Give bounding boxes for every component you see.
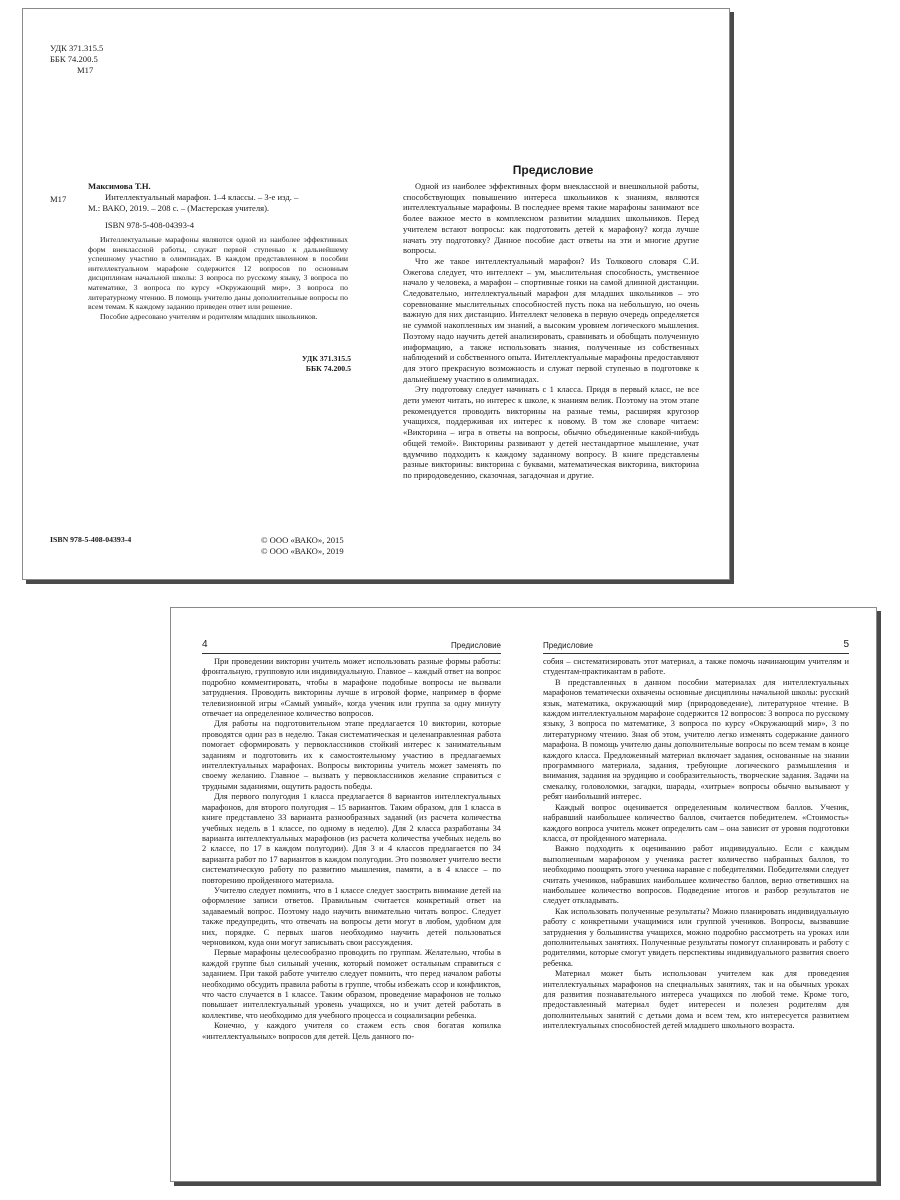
- m17-code-side: М17: [50, 194, 67, 204]
- running-head-right: Предисловие: [543, 641, 593, 650]
- preface-paragraph: Эту подготовку следует начинать с 1 класса. Придя в первый класс, не все дети умеют читать, но интерес к школе, к знаниям велик. Поэтому на этом этапе рекомендуется проводить викторины на разные темы, расширяя кругозор учащихся, поддерживая их интерес к новому. В том же словаре читаем: «Викторина – игра в ответы на вопросы, обычно объединенные какой-нибудь общей темой». Викторины развивают у детей нестандартное мышление, учат вдумчиво подходить к каждому заданному вопросу. В книге представлены разные викторины: викторина с буквами, математическая викторина, викторина по природоведению, сказочная, загадочная и другие.: [403, 384, 699, 480]
- page-paragraph: Для первого полугодия 1 класса предлагается 8 вариантов интеллектуальных марафонов, для второго полугодия – 15 вариантов. Таким образом, для 1 класса в книге представлено 33 варианта разнообразных заданий (из расчета количества учебных недель в 1 классе, по одному в неделю). Для 2 класса разработаны 34 варианта интеллектуальных марафонов (из расчета количества учебных недель во 2 классе, по 17 в каждом полугодии). Для 3 и 4 классов предлагается по 34 варианта работ по 17 вариантов в каждом полугодии. Это позволяет учителю вести систематическую работу по развитию мышления, памяти, а в 4 классе – по повторению пройденного материала.: [202, 792, 501, 885]
- running-head-left: Предисловие: [451, 641, 501, 650]
- bib-line-2: М.: ВАКО, 2019. – 208 с. – (Мастерская учителя).: [88, 203, 270, 213]
- bib-line-1: Интеллектуальный марафон. 1–4 классы. – 3-е изд. –: [105, 192, 299, 202]
- page-paragraph: Материал может быть использован учителем как для проведения интеллектуальных марафонов на специальных занятиях, так и на обычных уроках для развития познавательного интереса учащихся по любой теме. Кроме того, предоставленный материал будет интересен и полезен родителям для дополнительных занятий с детьми дома и всем тем, кто интересуется развитием интеллектуальных способностей детей младшего школьного возраста.: [543, 969, 849, 1031]
- author-name: Максимова Т.Н.: [88, 181, 151, 191]
- page-paragraph: Первые марафоны целесообразно проводить по группам. Желательно, чтобы в каждой группе был сильный ученик, который поможет остальным справиться с заданием. При такой работе учителю следует помнить, что перед началом работы необходимо обсудить правила работы в группе, чтобы избежать ссор и конфликтов, что часто случается в 1 классе. Таким образом, проведение марафонов не только повышает интеллектуальный уровень учащихся, но и учит детей работать в коллективе, что необходимо для учебного процесса и социализации ребенка.: [202, 948, 501, 1020]
- page-paragraph: В представленных в данном пособии материалах для интеллектуальных марафонов тематически охвачены основные дисциплины начальной школы: русский язык, математика, окружающий мир (природоведение), литературное чтение. В каждом интеллектуальном марафоне содержится 12 вопросов: 3 вопроса по русскому языку, 3 вопроса по математике, 3 вопроса по курсу «Окружающий мир», 3 по литературному чтению. Зная об этом, учителю легко изменять содержание данного марафона. В помощь учителю даны дополнительные вопросы по всем темам в конце каждого класса. Предложенный материал включает задания, основанные на знании программного материала, задания, требующие логического размышления и внимания, задания на эрудицию и сообразительность, творческие задания. Задачи на смекалку, головоломки, загадки, шарады, «хитрые» вопросы обычно вызывают у ребят наибольший интерес.: [543, 677, 849, 802]
- copyright-line: © ООО «ВАКО», 2015: [261, 535, 344, 545]
- page-paragraph: Как использовать полученные результаты? Можно планировать индивидуальную работу с конкретными учащимися или группой учеников. Вопросы, вызвавшие затруднения у большинства учащихся, можно подробно рассмотреть на уроках или дополнительных занятиях. Полученные результаты помогут спланировать и работу с родителями, которые смогут увидеть перспективы индивидуального развития своего ребенка.: [543, 906, 849, 968]
- spread-top: [22, 8, 730, 580]
- page-paragraph: собия – систематизировать этот материал, а также помочь начинающим учителям и студентам-практикантам в работе.: [543, 657, 849, 677]
- page-paragraph: Важно подходить к оцениванию работ индивидуально. Если с каждым выполненным марафоном у ученика растет количество набранных баллов, то необходимо поощрять этого ученика наравне с победителями. Победителями следует считать учеников, набравших наибольшее количество баллов, верно ответивших на наибольшее количество вопросов. Подведение итогов и разбор результатов не следует откладывать.: [543, 844, 849, 906]
- preface-paragraph: Одной из наиболее эффективных форм внеклассной и внешкольной работы, способствующих повышению интереса школьников к знаниям, являются интеллектуальные марафоны. В последнее время такие марафоны занимают все более важное место в комплексном развитии младших школьников. Перед учителем встают вопросы: как подготовить детей к марафону? когда лучше начать эту подготовку? Данное пособие даст ответы на эти и многие другие вопросы.: [403, 181, 699, 256]
- udk-bold: УДК 371.315.5: [301, 354, 351, 363]
- bbk-bold: ББК 74.200.5: [305, 364, 351, 373]
- preface-text: [403, 181, 699, 481]
- page-number-left: 4: [202, 639, 208, 650]
- page-number-right: 5: [843, 639, 849, 650]
- annotation: [88, 235, 348, 321]
- page-5-text: [543, 657, 849, 1032]
- page-paragraph: Каждый вопрос оценивается определенным количеством баллов. Ученик, набравший наибольшее количество баллов, считается победителем. «Стоимость» каждого вопроса учитель может определить сам – она зависит от уровня подготовки класса, от пройденного материала.: [543, 802, 849, 843]
- copyright-line: © ООО «ВАКО», 2019: [261, 546, 344, 556]
- bbk-line: ББК 74.200.5: [50, 54, 98, 64]
- preface-paragraph: Что же такое интеллектуальный марафон? Из Толкового словаря С.И. Ожегова следует, что интеллект – ум, мыслительная способность, умственное начало у человека, а марафон – спортивные гонки на самой длинной дистанции. Следовательно, интеллектуальный марафон для младших школьников – это соревнование мыслительных способностей пусть пока на небольшую, но очень важную для них дистанцию. Интеллект человека в первую очередь определяется не суммой накопленных им знаний, а высоким уровнем логического мышления. Поэтому надо научить детей анализировать, сравнивать и обобщать полученную информацию, а также использовать знания, полученные из собственных наблюдений и собственного опыта. Интеллектуальные марафоны предоставляют для этого прекрасную возможность и служат первой ступенью в подготовке к дальнейшему участию в олимпиадах.: [403, 255, 699, 384]
- page-paragraph: Конечно, у каждого учителя со стажем есть своя богатая копилка «интеллектуальных» вопросов для детей. Цель данного по-: [202, 1021, 501, 1041]
- header-rule-right: [543, 653, 849, 654]
- isbn-bottom: ISBN 978-5-408-04393-4: [50, 535, 132, 544]
- m17-code-top: М17: [77, 65, 94, 75]
- page-paragraph: При проведении викторин учитель может использовать разные формы работы: фронтальную, групповую или индивидуальную. Главное – каждый ответ на вопрос подробно комментировать, чтобы в марафоне подобные вопросы не вызвали затруднения. Проводить викторины лучше в игровой форме, например в форме телевизионной игры «Самый умный», когда ученик или группа за одну минуту отвечает на определенное количество вопросов.: [202, 657, 501, 719]
- page-paragraph: Учителю следует помнить, что в 1 классе следует заострить внимание детей на оформление записи ответов. Правильным считается конкретный ответ на задаваемый вопрос. Поэтому надо научить внимательно читать вопрос. Следует также предупредить, что отвечать на вопросы дети могут в любом, удобном для них, порядке. С первых шагов необходимо научить детей пользоваться черновиком, куда они могут записывать свои рассуждения.: [202, 885, 501, 947]
- page-4-text: [202, 657, 501, 1042]
- isbn-entry: ISBN 978-5-408-04393-4: [105, 220, 195, 230]
- annotation-paragraph: Пособие адресовано учителям и родителям младших школьников.: [100, 311, 318, 321]
- annotation-paragraph: Интеллектуальные марафоны являются одной из наиболее эффективных форм внеклассной работы, служат первой ступенью к дальнейшему успешному участию в олимпиадах. В каждом представленном в пособии интеллектуальном марафоне содержится 12 вопросов по основным дисциплинам начальной школы: 3 вопроса по русскому языку, 3 вопроса по математике, 3 вопроса по курсу «Окружающий мир», 3 вопроса по литературному чтению. В помощь учителю даны дополнительные вопросы по всем темам. К каждому заданию приведен ответ или решение.: [88, 235, 348, 312]
- preface-title: Предисловие: [512, 163, 594, 177]
- udk-line: УДК 371.315.5: [50, 43, 104, 53]
- page-paragraph: Для работы на подготовительном этапе предлагается 10 викторин, которые проводятся один раз в неделю. Такая систематическая и целенаправленная работа помогает сформировать у первоклассников стойкий интерес к занимательным заданиям и подготовить их к самостоятельному участию в предлагаемых интеллектуальных марафонах. Вопросы викторины учитель может заменять по своему желанию. Главное – вызвать у первоклассников желание справиться с трудными заданиями, ощутить радость победы.: [202, 719, 501, 791]
- spread-bottom: [170, 607, 877, 1182]
- header-rule-left: [202, 653, 501, 654]
